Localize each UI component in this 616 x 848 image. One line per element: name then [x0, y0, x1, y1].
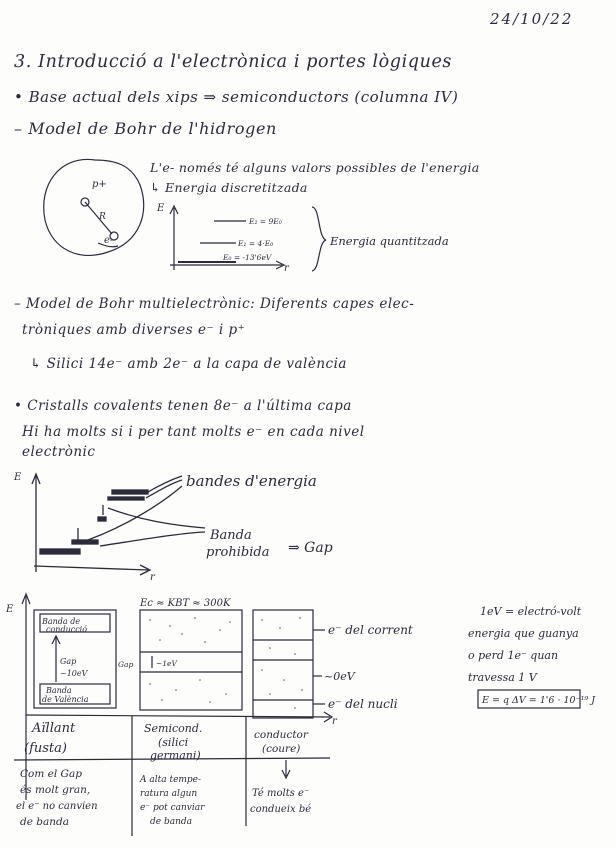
col2-desc-3: e⁻ pot canviar — [140, 803, 205, 813]
bohr-atom-sketch — [44, 159, 144, 255]
forbidden-label-1: Banda — [210, 528, 252, 543]
comparison-e-axis: E — [6, 604, 14, 615]
bohr-radius-label: R — [99, 212, 106, 222]
ec-note: Ec ≈ KBT ≈ 300K — [140, 598, 231, 609]
col1-title-2: (fusta) — [24, 741, 67, 756]
multi-line-1: – Model de Bohr multielectrònic: Diferents capes elec- — [14, 296, 415, 312]
bohr-proton-label: p+ — [92, 179, 107, 190]
bohr-r-axis: r — [284, 263, 289, 274]
col1-title-1: Aïllant — [32, 721, 76, 736]
gap-label: ⇒ Gap — [288, 540, 333, 556]
crystal-line-2: Hi ha molts si i per tant molts e⁻ en cada nivel — [22, 424, 365, 440]
box1-gap-1: Gap — [60, 657, 77, 666]
formula: E = q ΔV = 1'6 · 10⁻¹⁹ J — [482, 695, 596, 706]
col1-desc-1: Com el Gap — [20, 768, 82, 780]
date: 24/10/22 — [490, 10, 574, 28]
ev-def-3: o perd 1e⁻ quan — [468, 649, 559, 662]
box1-valence-2: de València — [42, 695, 89, 704]
ev-def-1: 1eV = electró-volt — [480, 605, 582, 618]
col1-desc-4: de banda — [20, 816, 69, 828]
e-current-label: e⁻ del corrent — [328, 623, 413, 637]
col2-title-2: (silici — [158, 736, 189, 749]
multi-line-2: tròniques amb diverses e⁻ i p⁺ — [22, 322, 246, 338]
box1-conduction-2: conducció — [46, 625, 88, 634]
bands-sketch — [32, 474, 205, 575]
crystal-line-3: electrònic — [22, 444, 96, 460]
col2-desc-1: A alta tempe- — [140, 775, 202, 785]
col1-desc-2: és molt gran, — [20, 784, 91, 796]
line-bohr: – Model de Bohr de l'hidrogen — [14, 119, 277, 138]
brace-label: Energia quantitzada — [330, 234, 449, 248]
box1-gap-2: ~10eV — [60, 669, 88, 678]
col2-desc-4: de banda — [150, 817, 192, 827]
box1-valence-1: Banda — [46, 686, 72, 695]
col2-title-3: germani) — [150, 749, 201, 762]
col3-desc-1: Té molts e⁻ — [252, 788, 310, 799]
bohr-note-1: L'e- només té alguns valors possibles de l'energia — [150, 160, 480, 175]
col3-title-1: conductor — [254, 729, 308, 741]
box1-conduction-1: Banda de — [42, 617, 81, 626]
col2-title-1: Semicond. — [144, 722, 203, 735]
col3-desc-2: condueix bé — [250, 804, 312, 815]
level-e2: E₂ = 9E₀ — [249, 217, 282, 226]
multi-line-3: ↳ Silici 14e⁻ amb 2e⁻ a la capa de valència — [30, 356, 347, 372]
level-e1: E₁ = 4·E₀ — [238, 239, 274, 248]
page-title: 3. Introducció a l'electrònica i portes lògiques — [14, 52, 452, 72]
ev-def-4: travessa 1 V — [468, 671, 537, 684]
box2-gap-value: ~1eV — [156, 659, 177, 668]
line-chips: • Base actual dels xips ⇒ semiconductors (columna IV) — [14, 88, 459, 106]
col1-desc-3: el e⁻ no canvien — [16, 801, 98, 812]
bohr-note-2: ↳ Energia discretitzada — [150, 180, 308, 195]
crystal-line-1: • Cristalls covalents tenen 8e⁻ a l'última capa — [14, 398, 352, 414]
zero-ev-label: ~0eV — [324, 670, 355, 683]
bands-r-axis: r — [150, 572, 155, 583]
comparison-sketch — [14, 594, 580, 836]
forbidden-label-2: prohibida — [206, 545, 270, 560]
bands-e-axis: E — [14, 472, 22, 483]
ev-def-2: energia que guanya — [468, 627, 579, 640]
col2-desc-2: ratura algun — [140, 789, 198, 799]
level-e0: E₀ = -13'6eV — [223, 253, 272, 262]
col3-title-2: (coure) — [262, 743, 301, 755]
bohr-electron-label: e- — [104, 235, 114, 246]
comparison-r-axis: r — [332, 716, 337, 727]
bands-label: bandes d'energia — [186, 472, 317, 490]
bohr-e-axis: E — [157, 203, 165, 214]
box2-gap-label: Gap — [118, 660, 134, 669]
e-nucleus-label: e⁻ del nucli — [328, 697, 398, 711]
